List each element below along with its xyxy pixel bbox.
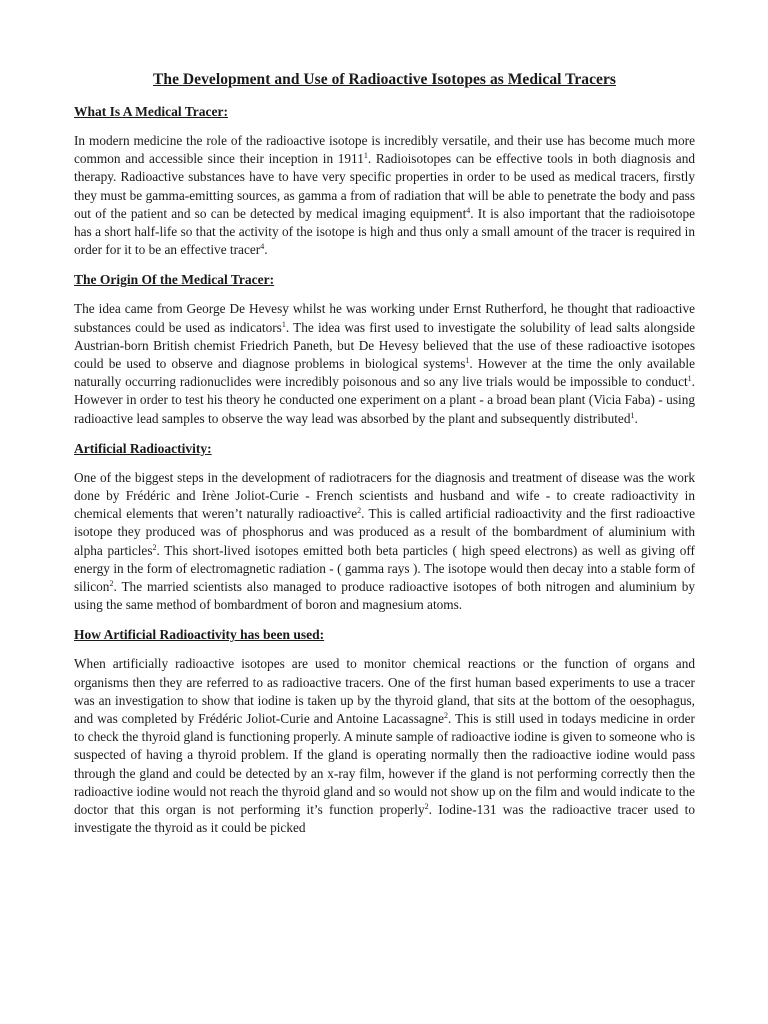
citation-ref: 1 xyxy=(465,356,470,366)
section-paragraph: In modern medicine the role of the radioactive isotope is incredibly versatile, and their use has become much more common and accessible since their inception in 1911$^1$. Radioisotopes can be effective tools in both diagnosis and therapy. Radioactive substances have to have very specific properties in order to be used as medical tracers, firstly they must be gamma-emitting sources, as gamma a from of radiation that will be able to penetrate the body and pass out of the patient and so can be detected by medical imaging equipment$^4$. It is also important that the radioisotope has a short half-life so that the activity of the isotope is high and thus only a small amount of the tracer is required in order for it to be an effective tracer$^4$. xyxy=(74,133,695,258)
citation-ref: 1 xyxy=(281,319,286,329)
section-origin-of-the-medical-tracer xyxy=(74,271,695,427)
section-paragraph: When artificially radioactive isotopes are used to monitor chemical reactions or the function of organs and organisms then they are referred to as radioactive tracers. One of the first human based experiments to use a tracer was an investigation to show that iodine is taken up by the thyroid gland, that sits at the bottom of the oesophagus, and was completed by Frédéric Joliot-Curie and Antoine Lacassagne$^2$. This is still used in todays medicine in order to check the thyroid gland is functioning properly. A minute sample of radioactive iodine is given to someone who is suspected of having a thyroid problem. If the gland is operating normally then the radioactive iodine would pass through the gland and could be detected by an x-ray film, however if the gland is not performing correctly then the radioactive iodine would not reach the thyroid gland and so would not show up on the film and would indicate to the doctor that this organ is not performing it’s function properly$^2$. Iodine-131 was the radioactive tracer used to investigate the thyroid as it could be picked xyxy=(74,656,695,836)
section-artificial-radioactivity xyxy=(74,440,695,615)
citation-ref: 4 xyxy=(466,205,471,215)
citation-ref: 2 xyxy=(109,579,114,589)
section-heading: How Artificial Radioactivity has been used: xyxy=(74,627,325,643)
citation-ref: 2 xyxy=(424,802,429,812)
section-heading: The Origin Of the Medical Tracer: xyxy=(74,272,275,288)
citation-ref: 4 xyxy=(260,242,265,252)
section-what-is-a-medical-tracer xyxy=(74,103,695,259)
citation-ref: 2 xyxy=(152,542,157,552)
citation-ref: 2 xyxy=(357,506,362,516)
citation-ref: 1 xyxy=(630,410,635,420)
citation-ref: 1 xyxy=(687,374,692,384)
section-how-artificial-radioactivity-used xyxy=(74,626,695,837)
document-title: The Development and Use of Radioactive Isotopes as Medical Tracers xyxy=(153,71,616,88)
citation-ref: 1 xyxy=(363,151,368,161)
section-heading: What Is A Medical Tracer: xyxy=(74,104,228,119)
section-paragraph: The idea came from George De Hevesy whilst he was working under Ernst Rutherford, he thought that radioactive substances could be used as indicators$^1$. The idea was first used to investigate the solubility of lead salts alongside Austrian-born British chemist Friedrich Paneth, but De Hevesy believed that the use of these radioactive isotopes could be used to observe and diagnose problems in biological systems$^1$. However at the time the only available naturally occurring radionuclides were incredibly poisonous and so any live trials would be impossible to conduct$^1$. However in order to test his theory he conducted one experiment on a plant - a broad bean plant (Vicia Faba) - using radioactive lead samples to observe the way lead was absorbed by the plant and subsequently distributed$^1$. xyxy=(74,301,695,426)
section-paragraph: One of the biggest steps in the development of radiotracers for the diagnosis and treatment of disease was the work done by Frédéric and Irène Joliot-Curie - French scientists and husband and wife - to create radioactivity in chemical elements that weren’t naturally radioactive$^2$. This is called artificial radioactivity and the first radioactive isotope they produced was of phosphorus and was produced as a result of the bombardment of aluminium with alpha particles$^2$. This short-lived isotopes emitted both beta particles ( high speed electrons) as well as giving off energy in the form of electromagnetic radiation - ( gamma rays ). The isotope would then decay into a stable form of silicon$^2$. The married scientists also managed to produce radioactive isotopes of both nitrogen and aluminium by using the same method of bombardment of boron and magnesium atoms. xyxy=(74,469,695,613)
section-heading: Artificial Radioactivity: xyxy=(74,440,212,456)
citation-ref: 2 xyxy=(443,711,448,721)
